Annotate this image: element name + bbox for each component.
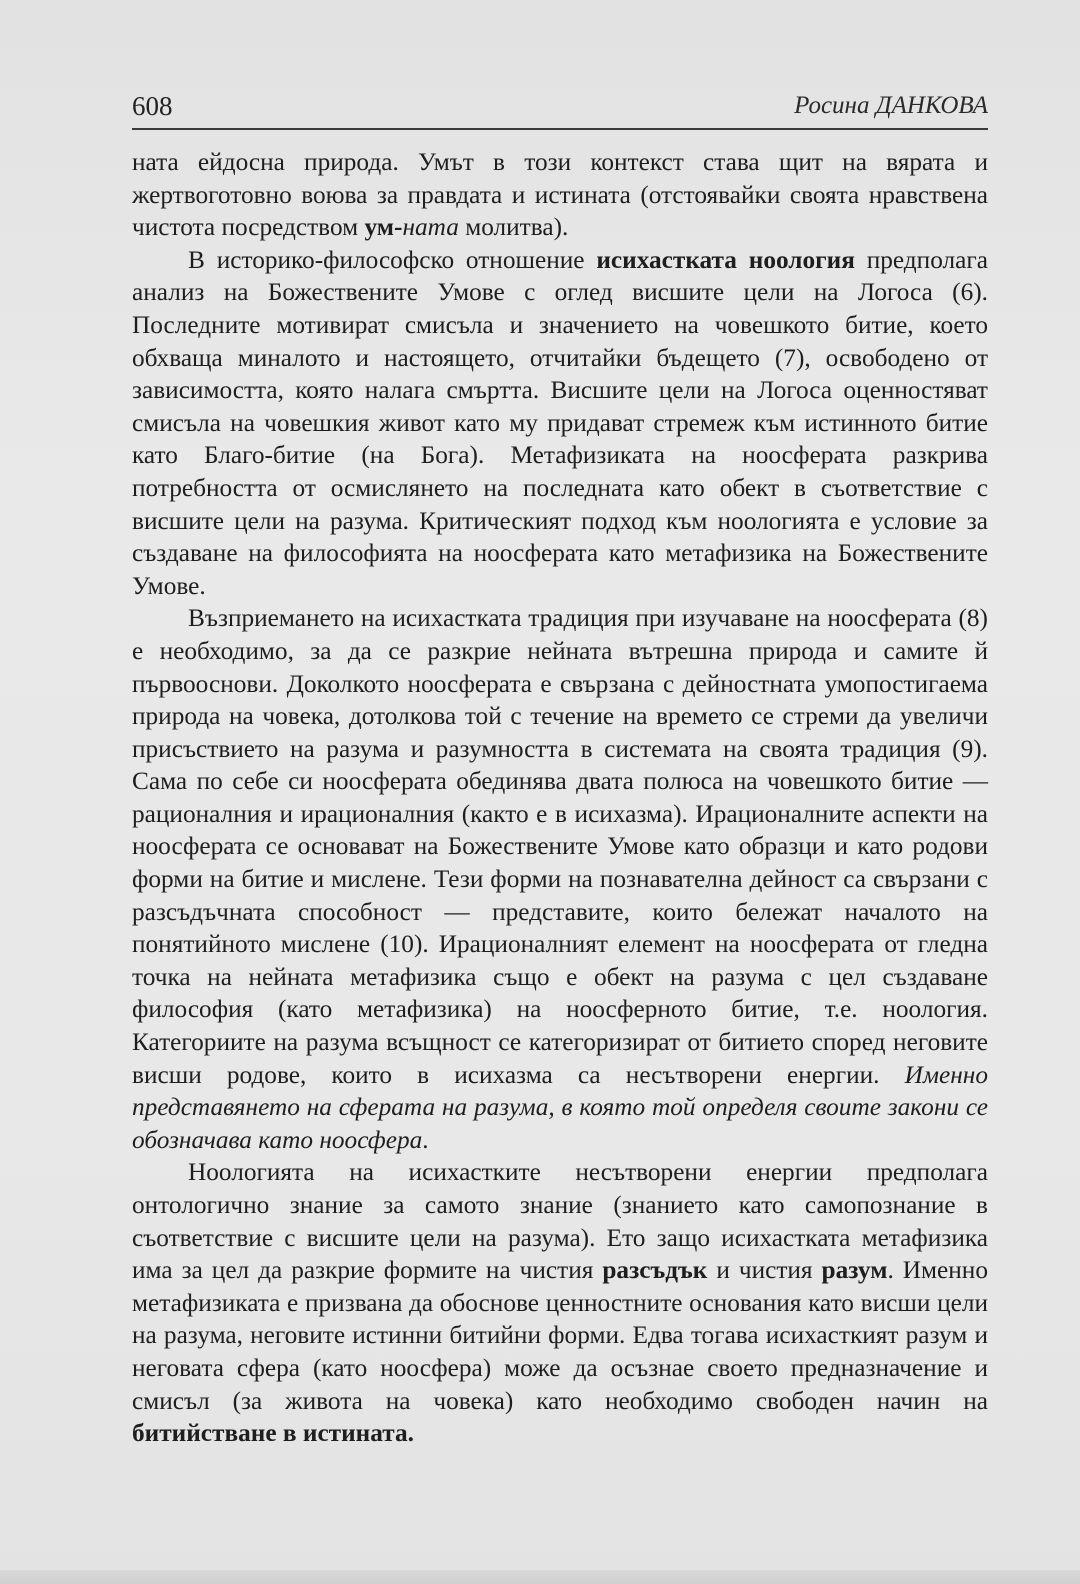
italic-span: Именно представянето на сферата на разума, в която той определя своите закони се обозначава като ноосфера [132,1060,988,1154]
page-number: 608 [132,91,173,121]
text-span: . [422,1125,429,1154]
bold-span: битийстване в истината. [132,1419,414,1448]
bold-span: разум [821,1256,888,1285]
paragraph-4 [132,1156,988,1449]
running-head-author: Росина ДАНКОВА [794,92,988,119]
body-text [132,146,988,1450]
text-span: В историко-философско отношение [188,245,597,274]
page-header [132,88,988,130]
bold-span: исихастката ноология [596,245,855,274]
italic-span: ната [402,213,459,242]
text-span: . Именно метафизиката е призвана да обоснове ценностните основания като висши цели на разума, неговите истинни битийни форми. Едва тогава исихасткият разум и неговата сфера (като ноосфера) може да осъзнае своето предназначение и смисъл (за живота на човека) като необходимо свободен начин на [132,1256,988,1415]
paragraph-1 [132,146,988,244]
paragraph-3 [132,602,988,1156]
bold-span: разсъдък [602,1256,708,1285]
text-span: ната ейдосна природа. Умът в този контекст става щит на вярата и жертвоготовно воюва за правдата и истината (отстоявайки своята нравствена чистота посредством [132,148,988,242]
text-span: молитва). [458,213,569,242]
text-span: предполага анализ на Божествените Умове с оглед висшите цели на Логоса (6). Последните мотивират смисъла и значението на човешкото битие, което обхваща миналото и настоящето, отчитайки бъдещето (7), освободено от зависимостта, която налага смъртта. Висшите цели на Логоса оценностяват смисъла на човешкия живот като му придават стремеж към истинното битие като Благо-битие (на Бога). Метафизиката на ноосферата разкрива потребността от осмислянето на последната като обект в съответствие с висшите цели на разума. Критическият подход към ноологията е условие за създаване на философията на ноосферата като метафизика на Божествените Умове. [132,245,988,600]
page-bottom-edge [0,1570,1080,1584]
bold-span: - [394,213,403,242]
bold-span: ум [364,213,394,242]
text-span: и чистия [707,1256,822,1285]
text-span: Ноологията на исихастките несътворени енергии предполага онтологично знание за самото знание (знанието като самопознание в съответствие с висшите цели на разума). Ето защо исихастката метафизика има за цел да разкрие формите на чистия [132,1158,988,1285]
paragraph-2 [132,244,988,603]
text-span: Възприемането на исихастката традиция при изучаване на ноосферата (8) е необходимо, за да се разкрие нейната вътрешна природа и самите й първооснови. Доколкото ноосферата е свързана с дейностната умопостигаема природа на човека, дотолкова той с течение на времето се стреми да увеличи присъствието на разума и разумността в системата на своята традиция (9). Сама по себе си ноосферата обединява двата полюса на човешкото битие — рационалния и ирационалния (както е в исихазма). Ирационалните аспекти на ноосферата се основават на Божествените Умове като образци и като родови форми на битие и мислене. Тези форми на познавателна дейност са свързани с разсъдъчната способност — представите, които бележат началото на понятийното мислене (10). Ирационалният елемент на ноосферата от гледна точка на нейната метафизика също е обект на разума с цел създаване философия (като метафизика) на ноосферното битие, т.е. ноология. Категориите на разума всъщност се категоризират от битието според неговите висши родове, които в исихазма са несътворени енергии. [132,604,988,1089]
